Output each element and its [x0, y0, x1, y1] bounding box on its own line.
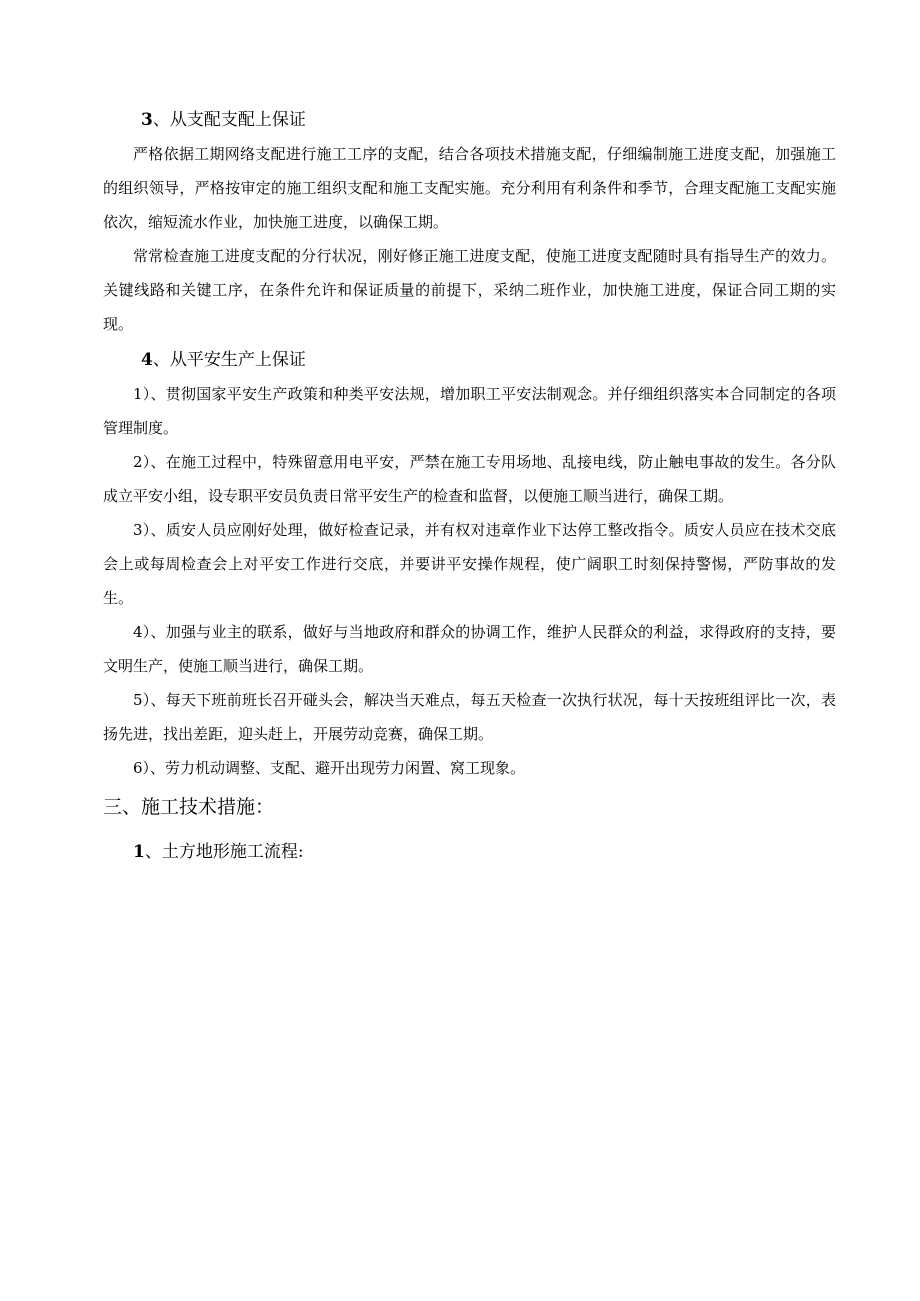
section-4-item-5: 5）、每天下班前班长召开碰头会，解决当天难点，每五天检查一次执行状况，每十天按班组评比一次，表扬先进，找出差距，迎头赶上，开展劳动竞赛，确保工期。	[103, 691, 836, 743]
section-4-item-2: 2）、在施工过程中，特殊留意用电平安，严禁在施工专用场地、乱接电线，防止触电事故的发生。各分队成立平安小组，设专职平安员负责日常平安生产的检查和监督，以便施工顺当进行，确保工期。	[103, 453, 836, 505]
section-3-paragraph-1: 严格依据工期网络支配进行施工工序的支配，结合各项技术措施支配，仔细编制施工进度支配，加强施工的组织领导，严格按审定的施工组织支配和施工支配实施。充分利用有利条件和季节，合理支配施工支配实施依次，缩短流水作业，加快施工进度，以确保工期。	[103, 145, 836, 231]
section-4-number: 4	[141, 350, 153, 370]
section-3-number: 3	[141, 110, 153, 130]
section-3-paragraph-2: 常常检查施工进度支配的分行状况，刚好修正施工进度支配，使施工进度支配随时具有指导生产的效力。关键线路和关键工序，在条件允许和保证质量的前提下，采纳二班作业，加快施工进度，保证合同工期的实现。	[103, 247, 836, 333]
subsection-1-number: 1	[133, 842, 145, 862]
section-3-heading	[103, 103, 836, 137]
section-4-title: 、从平安生产上保证	[152, 350, 306, 370]
document-body	[103, 103, 836, 869]
section-4-item-4: 4）、加强与业主的联系，做好与当地政府和群众的协调工作，维护人民群众的利益，求得政府的支持，要文明生产，使施工顺当进行，确保工期。	[103, 623, 836, 675]
subsection-1-heading	[103, 835, 836, 869]
subsection-1-title: 、土方地形施工流程:	[144, 842, 304, 862]
section-3-title: 、从支配支配上保证	[152, 110, 306, 130]
section-4-item-1: 1）、贯彻国家平安生产政策和种类平安法规，增加职工平安法制观念。并仔细组织落实本合同制定的各项管理制度。	[103, 385, 836, 437]
section-4-heading	[103, 343, 836, 377]
section-4-item-6: 6）、劳力机动调整、支配、避开出现劳力闲置、窝工现象。	[133, 759, 526, 777]
section-4-item-3: 3）、质安人员应刚好处理，做好检查记录，并有权对违章作业下达停工整改指令。质安人员应在技术交底会上或每周检查会上对平安工作进行交底，并要讲平安操作规程，使广阔职工时刻保持警惕，严防事故的发生。	[103, 521, 836, 607]
part-3-title: 三、施工技术措施：	[103, 796, 275, 818]
